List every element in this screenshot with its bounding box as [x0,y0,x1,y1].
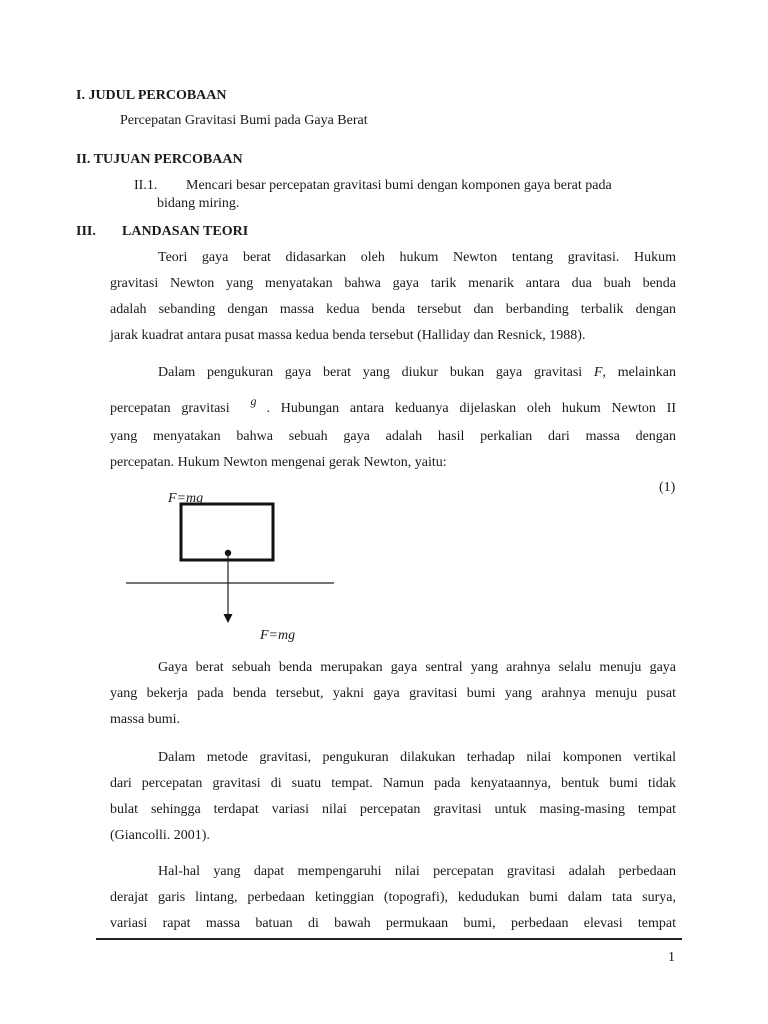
footer-rule [96,938,682,940]
paragraph-3 [110,655,676,733]
paragraph-line: adalah sebanding dengan massa kedua benda tersebut dan berbanding terbalik dengan [110,302,676,317]
section-1-heading: I. JUDUL PERCOBAAN [76,88,227,103]
paragraph-line: (Giancolli. 2001). [110,828,210,843]
paragraph-5 [110,859,676,937]
paragraph-line: jarak kuadrat antara pusat massa kedua benda tersebut (Halliday dan Resnick, 1988). [110,328,586,343]
text-run: percepatan gravitasi [110,401,230,416]
text-run: , melainkan [602,365,676,380]
paragraph-line: Teori gaya berat didasarkan oleh hukum Newton tentang gravitasi. Hukum [158,250,676,265]
paragraph-line: gravitasi Newton yang menyatakan bahwa gaya tarik menarik antara dua buah benda [110,276,676,291]
section-2-item-line-1: Mencari besar percepatan gravitasi bumi dengan komponen gaya berat pada [186,178,612,193]
equation-number: (1) [659,480,676,495]
paragraph-line: yang menyatakan bahwa sebuah gaya adalah hasil perkalian dari massa dengan [110,429,676,444]
diagram-bottom-label: F=mg [260,628,296,643]
force-diagram-svg [120,488,350,658]
text-run: . Hubungan antara keduanya dijelaskan oleh hukum Newton II [266,401,677,416]
gravity-symbol: g [250,394,257,408]
section-2-item-line-2: bidang miring. [157,196,240,211]
paragraph-line: derajat garis lintang, perbedaan ketinggian (topografi), kedudukan bumi dalam tata surya, [110,890,676,905]
paragraph-2 [110,360,676,476]
paragraph-line: variasi rapat massa batuan di bawah permukaan bumi, perbedaan elevasi tempat [110,916,676,931]
paragraph-line: bulat sehingga terdapat variasi nilai percepatan gravitasi untuk masing-masing tempat [110,802,676,817]
paragraph-1 [110,245,676,349]
force-arrow-head [224,614,233,623]
force-symbol: F [593,365,603,380]
paragraph-line: dari percepatan gravitasi di suatu tempat. Namun pada kenyataannya, bentuk bumi tidak [110,776,676,791]
force-diagram [120,488,350,658]
section-1-content: Percepatan Gravitasi Bumi pada Gaya Berat [120,113,368,128]
section-3-number: III. [76,224,96,239]
section-3-heading: LANDASAN TEORI [122,224,249,239]
paragraph-line: Dalam metode gravitasi, pengukuran dilakukan terhadap nilai komponen vertikal [158,750,676,765]
paragraph-line: Gaya berat sebuah benda merupakan gaya sentral yang arahnya selalu menuju gaya [158,660,676,675]
text-run: Dalam pengukuran gaya berat yang diukur bukan gaya gravitasi [158,365,583,380]
section-2-item-number: II.1. [134,178,158,193]
section-2-heading: II. TUJUAN PERCOBAAN [76,152,243,167]
diagram-top-label: F=mg [168,491,204,506]
paragraph-line: massa bumi. [110,712,180,727]
paragraph-line: yang bekerja pada benda tersebut, yakni gaya gravitasi bumi yang arahnya menuju pusat [110,686,676,701]
paragraph-line: Hal-hal yang dapat mempengaruhi nilai percepatan gravitasi adalah perbedaan [158,864,676,879]
paragraph-line: percepatan. Hukum Newton mengenai gerak Newton, yaitu: [110,455,447,470]
page-number: 1 [668,950,675,965]
paragraph-line [110,392,676,424]
paragraph-line [110,360,676,392]
paragraph-4 [110,745,676,849]
